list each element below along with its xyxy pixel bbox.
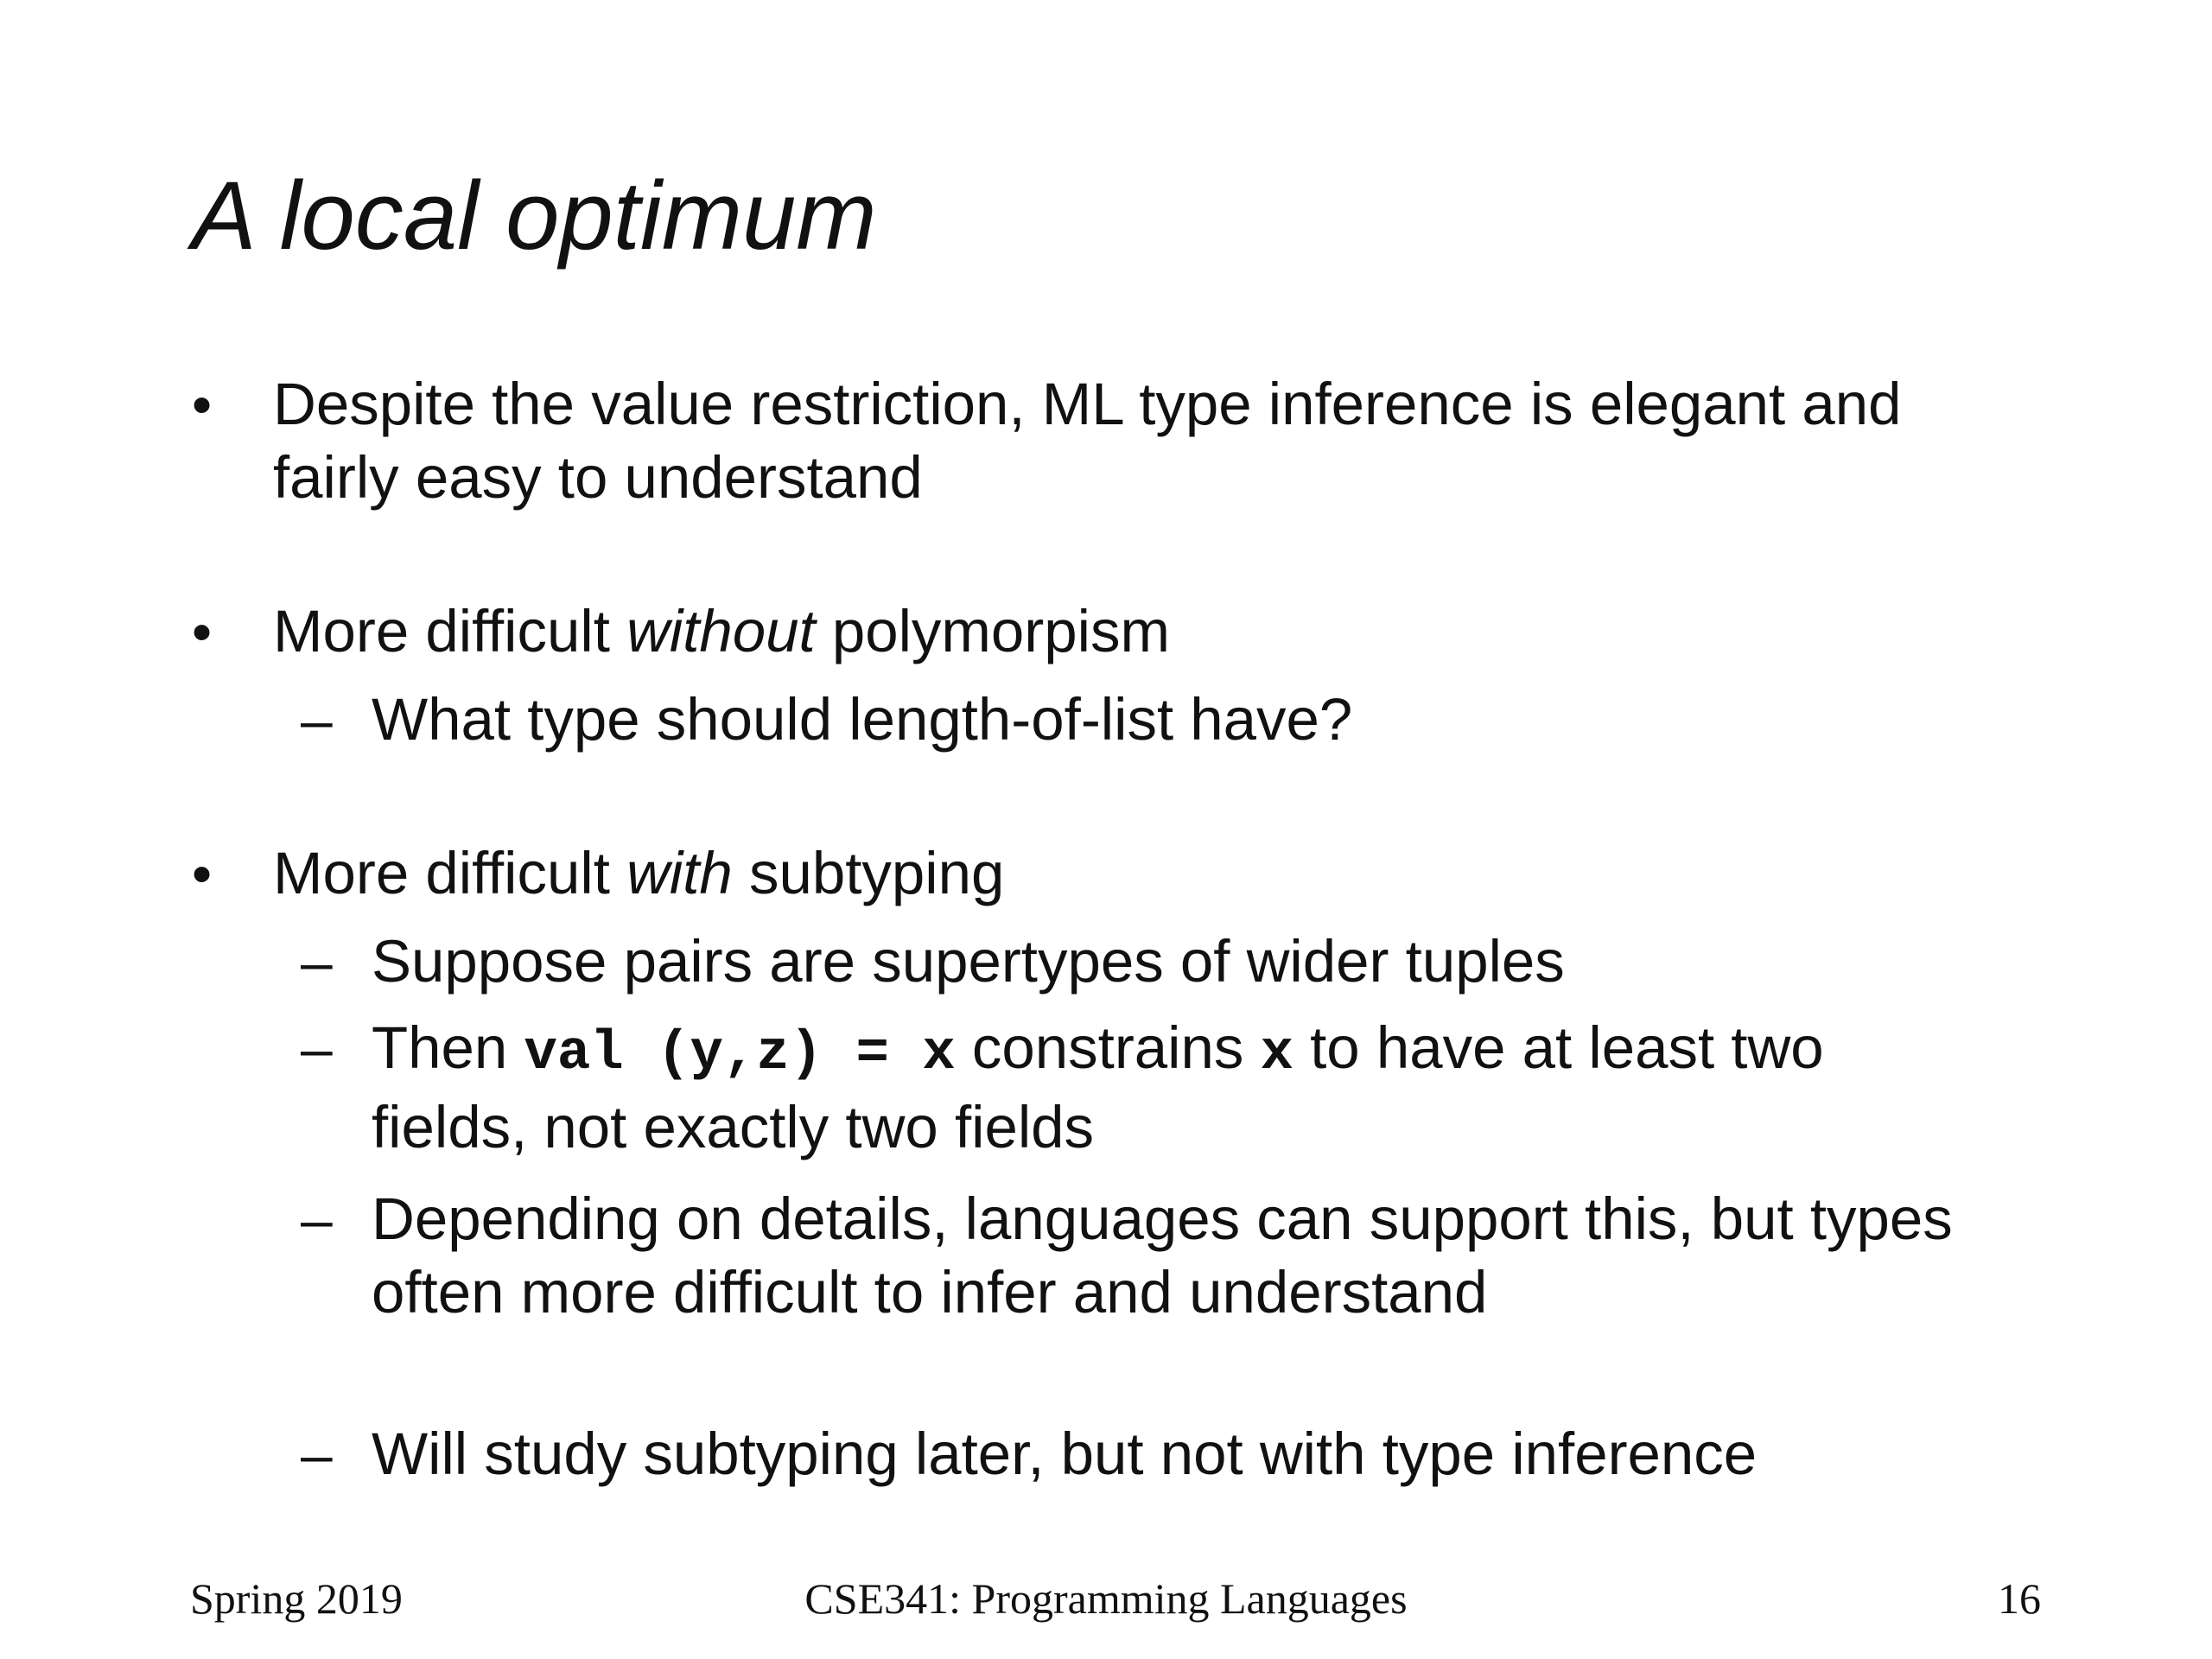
- bullet-icon: •: [192, 842, 213, 906]
- footer-course: CSE341: Programming Languages: [804, 1574, 1408, 1623]
- bullet-3-sub-4: Will study subtyping later, but not with type inference: [372, 1421, 1758, 1487]
- slide-title: A local optimum: [192, 162, 877, 270]
- bullet-3-sub-2-text-1: Then: [372, 1014, 524, 1081]
- dash-icon: –: [301, 930, 333, 994]
- bullet-3-sub-2-line-1: [372, 1011, 1824, 1091]
- code-x: x: [1260, 1023, 1294, 1085]
- bullet-3-emphasis: with: [626, 840, 733, 906]
- bullet-1-line-2: fairly easy to understand: [273, 444, 923, 511]
- bullet-3-sub-2-text-3: to have at least two: [1293, 1014, 1824, 1081]
- bullet-2: [273, 594, 1170, 669]
- bullet-icon: •: [192, 600, 213, 664]
- footer-date: Spring 2019: [190, 1574, 403, 1623]
- dash-icon: –: [301, 1187, 333, 1251]
- bullet-3-sub-3-line-1: Depending on details, languages can support this, but types: [372, 1185, 1953, 1252]
- bullet-3-sub-2-line-2: fields, not exactly two fields: [372, 1094, 1095, 1160]
- bullet-3-prefix: More difficult: [273, 840, 627, 906]
- bullet-3: [273, 836, 1004, 911]
- bullet-3-suffix: subtyping: [732, 840, 1005, 906]
- dash-icon: –: [301, 1422, 333, 1486]
- code-val-binding: val (y,z) = x: [524, 1023, 956, 1085]
- bullet-3-sub-3-line-2: often more difficult to infer and understand: [372, 1259, 1488, 1325]
- bullet-2-suffix: polymorpism: [815, 598, 1170, 664]
- dash-icon: –: [301, 688, 333, 752]
- bullet-icon: •: [192, 372, 213, 436]
- dash-icon: –: [301, 1016, 333, 1080]
- bullet-2-prefix: More difficult: [273, 598, 627, 664]
- bullet-3-sub-2-text-2: constrains: [955, 1014, 1261, 1081]
- bullet-2-emphasis: without: [626, 598, 816, 664]
- bullet-3-sub-1: Suppose pairs are supertypes of wider tuples: [372, 928, 1565, 995]
- bullet-2-sub-1: What type should length-of-list have?: [372, 686, 1353, 753]
- footer-page-number: 16: [1998, 1574, 2041, 1623]
- bullet-1-line-1: Despite the value restriction, ML type inference is elegant and: [273, 371, 1902, 437]
